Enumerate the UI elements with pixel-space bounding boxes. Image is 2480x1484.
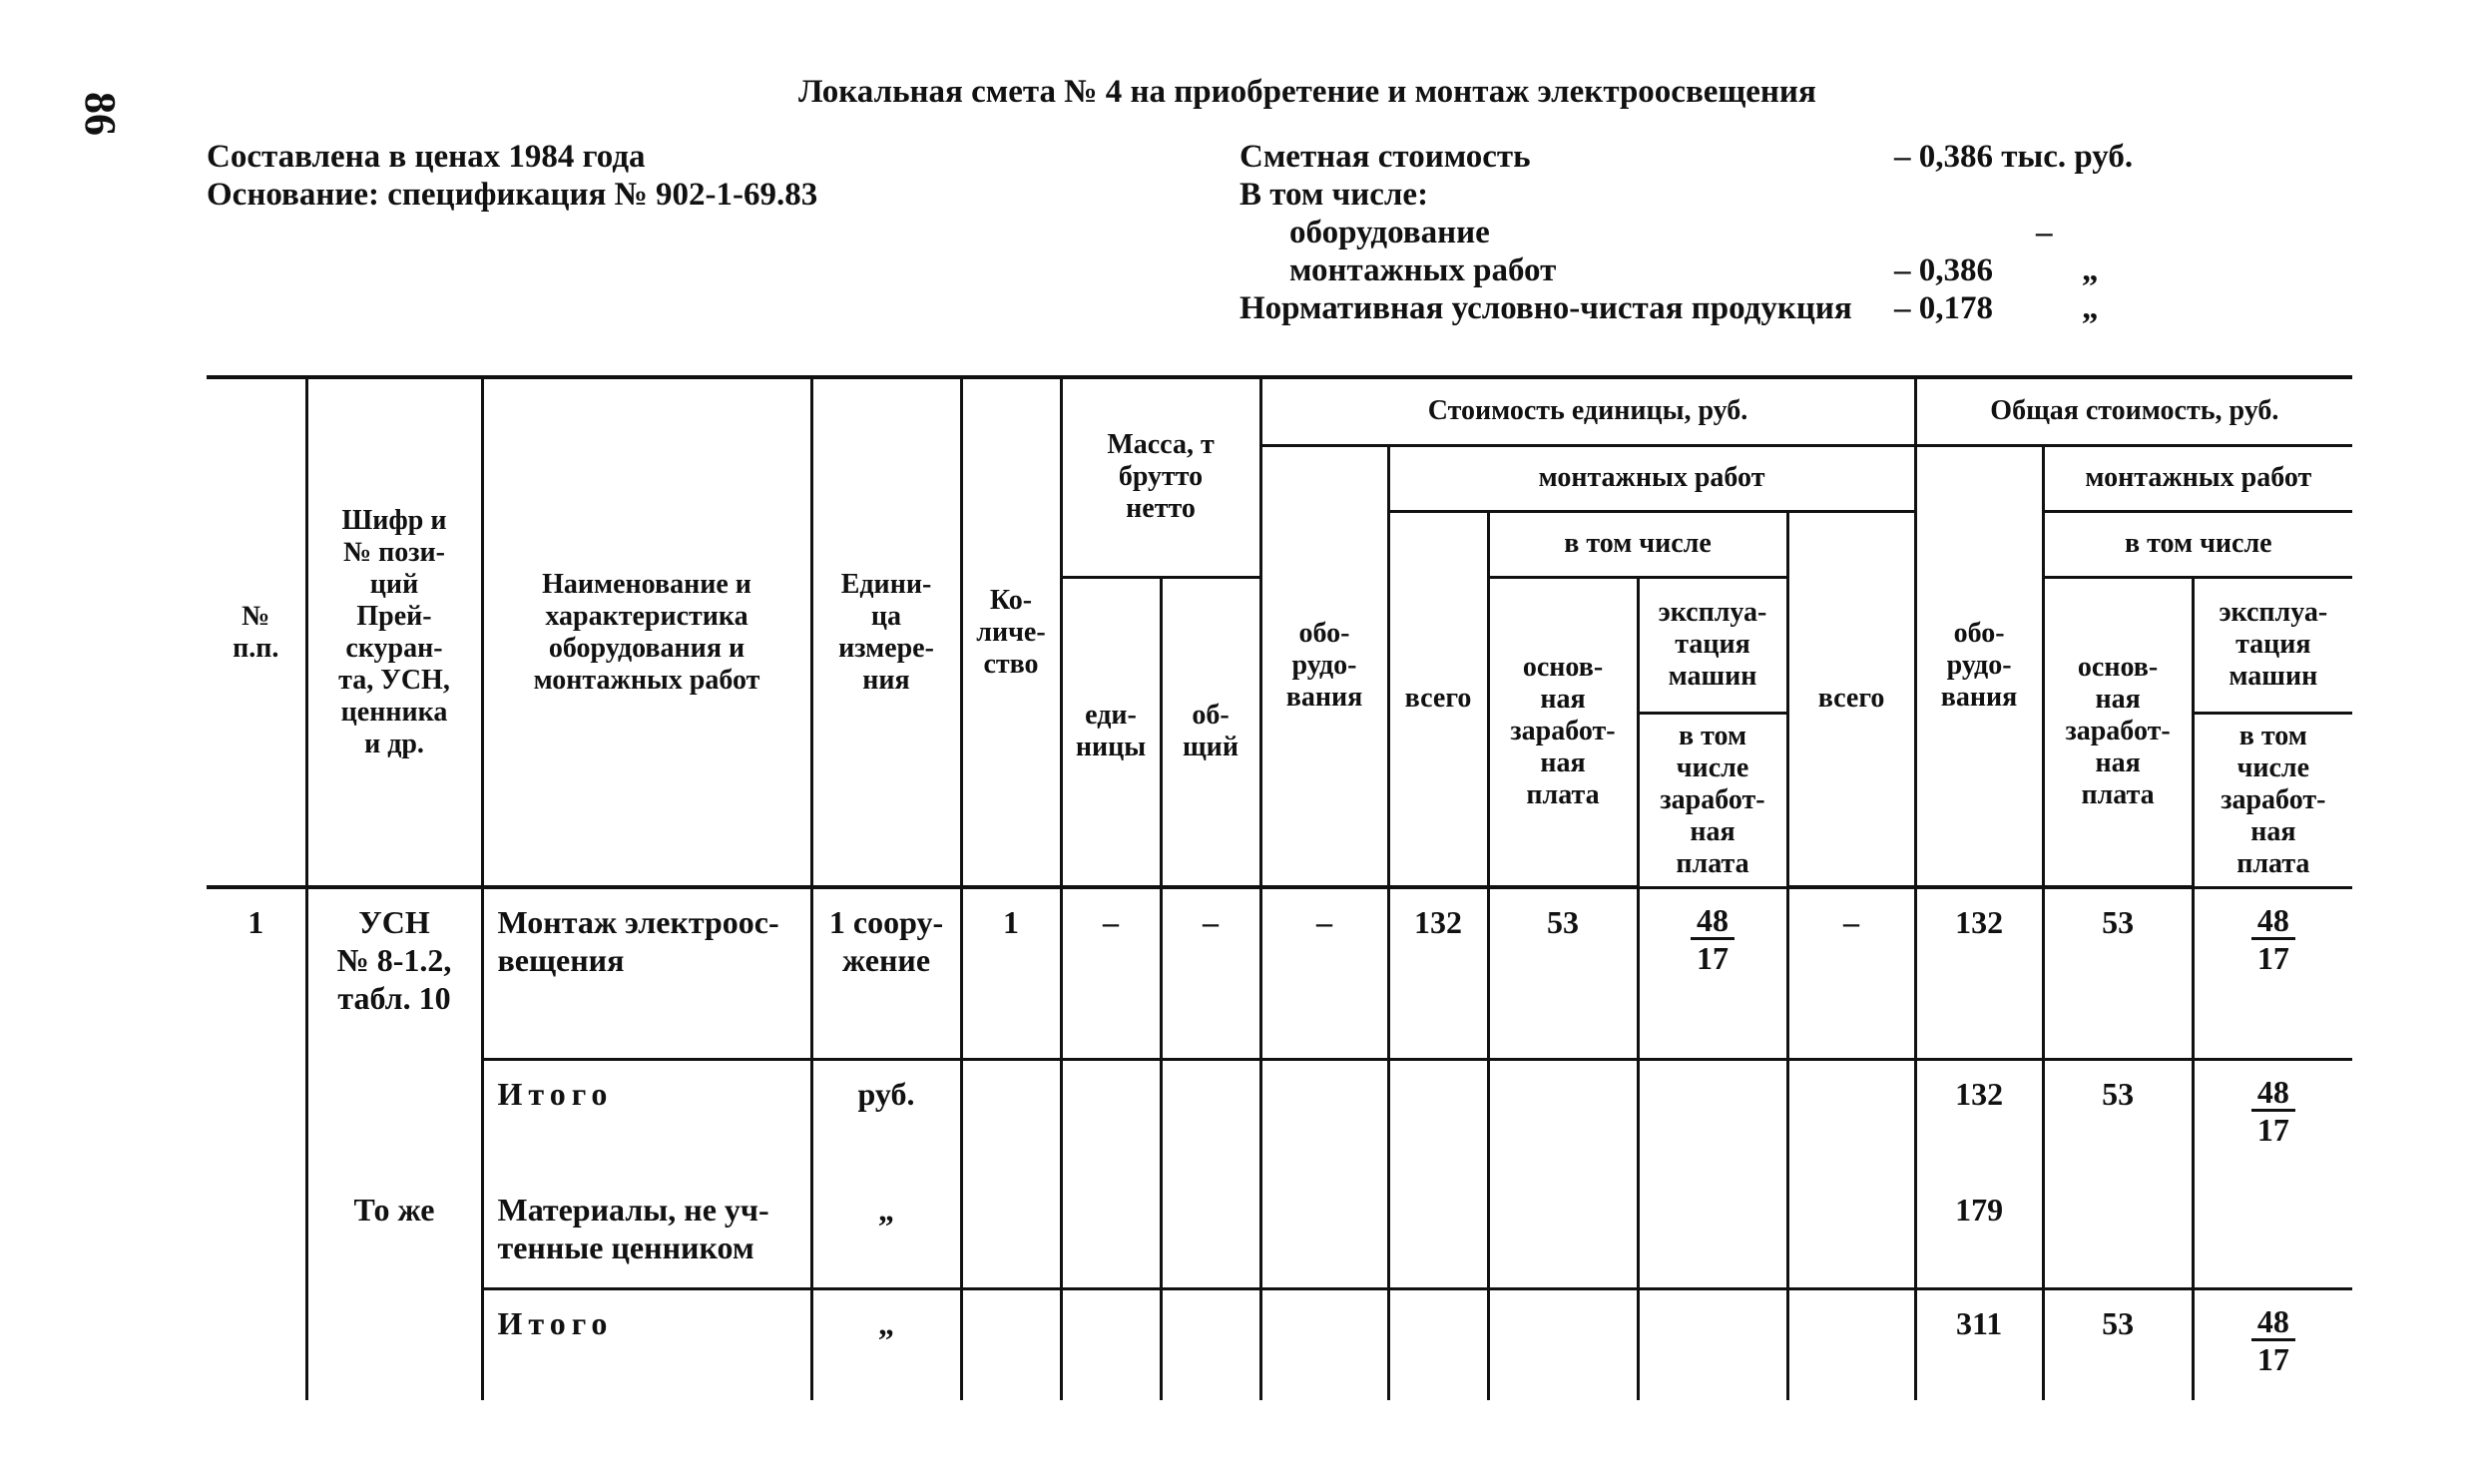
cell-total-machines [2193, 887, 2352, 1059]
cell-mass-unit: – [1061, 887, 1161, 1059]
fraction-denominator: 17 [2256, 939, 2289, 976]
cell-quantity: 1 [961, 887, 1061, 1059]
cell-unit: 1 соору- жение [811, 887, 961, 1059]
col-header-mass: Масса, т брутто нетто [1061, 377, 1260, 577]
table-row-materials [207, 1177, 2352, 1288]
cell-name: Итого [482, 1059, 811, 1177]
cell-total-all: 179 [1915, 1177, 2043, 1288]
col-header-total-install: монтажных работ [2043, 445, 2352, 511]
normative-product-label: Нормативная условно-чистая продукция [1240, 290, 1852, 326]
install-works-unit: „ [2082, 252, 2099, 288]
install-works-value: – 0,386 [1894, 252, 1993, 288]
specification-line: Основание: спецификация № 902-1-69.83 [207, 177, 818, 213]
cell-name: Итого [482, 1288, 811, 1400]
fraction-numerator: 48 [2251, 1075, 2295, 1112]
cell-total-base-salary: 53 [2043, 887, 2193, 1059]
page-number: 86 [76, 92, 125, 136]
cell-total-base-salary: 53 [2043, 1288, 2193, 1400]
cell-number: 1 [207, 887, 306, 1059]
install-works-label: монтажных работ [1289, 252, 1557, 288]
col-header-unit-cost: Стоимость единицы, руб. [1260, 377, 1915, 445]
col-header-total-base-salary: основ- ная заработ- ная плата [2043, 577, 2193, 887]
equipment-value: – [2036, 215, 2053, 250]
cell-total-machines [2193, 1059, 2352, 1177]
fraction-denominator: 17 [1697, 939, 1730, 976]
cell-name: Материалы, не уч- тенные ценником [482, 1177, 811, 1288]
cell-total-machines [2193, 1288, 2352, 1400]
cell-unit: руб. [811, 1059, 961, 1177]
cell-unit-machines [1638, 887, 1787, 1059]
col-header-name: Наименование и характеристика оборудования и монтажных работ [482, 377, 811, 887]
col-header-unit-equipment: обо- рудо- вания [1260, 445, 1388, 887]
cell-unit: „ [811, 1177, 961, 1288]
col-header-unit-machine-salary: в том числе заработ- ная плата [1638, 713, 1787, 887]
col-header-unit-base-salary: основ- ная заработ- ная плата [1488, 577, 1638, 887]
col-header-unit-install: монтажных работ [1388, 445, 1915, 511]
col-header-total-machine-salary: в том числе заработ- ная плата [2193, 713, 2352, 887]
including-label: В том числе: [1240, 177, 1429, 213]
estimate-table [207, 375, 2352, 1400]
cell-unit-base-salary: 53 [1488, 887, 1638, 1059]
cell-mass-total: – [1161, 887, 1260, 1059]
cell-code: То же [306, 1177, 482, 1288]
col-header-number: № п.п. [207, 377, 306, 887]
col-header-mass-total: об- щий [1161, 577, 1260, 887]
col-header-code: Шифр и № пози- ций Прей- скуран- та, УСН, ценника и др. [306, 377, 482, 887]
table-row-total [207, 1288, 2352, 1400]
col-header-total-equipment: обо- рудо- вания [1915, 445, 2043, 887]
cell-total-base-salary: 53 [2043, 1059, 2193, 1177]
col-header-total-cost: Общая стоимость, руб. [1915, 377, 2352, 445]
table-row-subtotal [207, 1059, 2352, 1177]
fraction-numerator: 48 [2251, 903, 2295, 940]
col-header-total-including: в том числе [2043, 511, 2352, 577]
col-header-quantity: Ко- личе- ство [961, 377, 1061, 887]
prices-basis-line: Составлена в ценах 1984 года [207, 139, 646, 175]
col-header-unit: Едини- ца измере- ния [811, 377, 961, 887]
col-header-mass-unit: еди- ницы [1061, 577, 1161, 887]
cell-unit-equipment: – [1260, 887, 1388, 1059]
normative-product-unit: „ [2082, 290, 2099, 326]
equipment-label: оборудование [1289, 215, 1490, 250]
cell-unit: „ [811, 1288, 961, 1400]
col-header-unit-machines: эксплуа- тация машин [1638, 577, 1787, 713]
col-header-unit-all: всего [1388, 511, 1488, 887]
col-header-unit-including: в том числе [1488, 511, 1787, 577]
cell-total-all: 311 [1915, 1288, 2043, 1400]
cell-total-all: 132 [1915, 887, 2043, 1059]
estimated-cost-label: Сметная стоимость [1240, 139, 1531, 175]
estimated-cost-value: – 0,386 тыс. руб. [1894, 139, 2134, 175]
normative-product-value: – 0,178 [1894, 290, 1993, 326]
fraction-numerator: 48 [1691, 903, 1735, 940]
fraction-denominator: 17 [2256, 1340, 2289, 1377]
cell-name: Монтаж электроос- вещения [482, 887, 811, 1059]
col-header-total-all: всего [1787, 511, 1915, 887]
table-row-installation [207, 887, 2352, 1059]
cell-total-equipment: – [1787, 887, 1915, 1059]
document-title: Локальная смета № 4 на приобретение и монтаж электроосвещения [798, 74, 1816, 110]
fraction-denominator: 17 [2256, 1111, 2289, 1148]
cell-total-all: 132 [1915, 1059, 2043, 1177]
col-header-total-machines: эксплуа- тация машин [2193, 577, 2352, 713]
cell-unit-total: 132 [1388, 887, 1488, 1059]
fraction-numerator: 48 [2251, 1304, 2295, 1341]
cell-code: УСН № 8-1.2, табл. 10 [306, 887, 482, 1059]
